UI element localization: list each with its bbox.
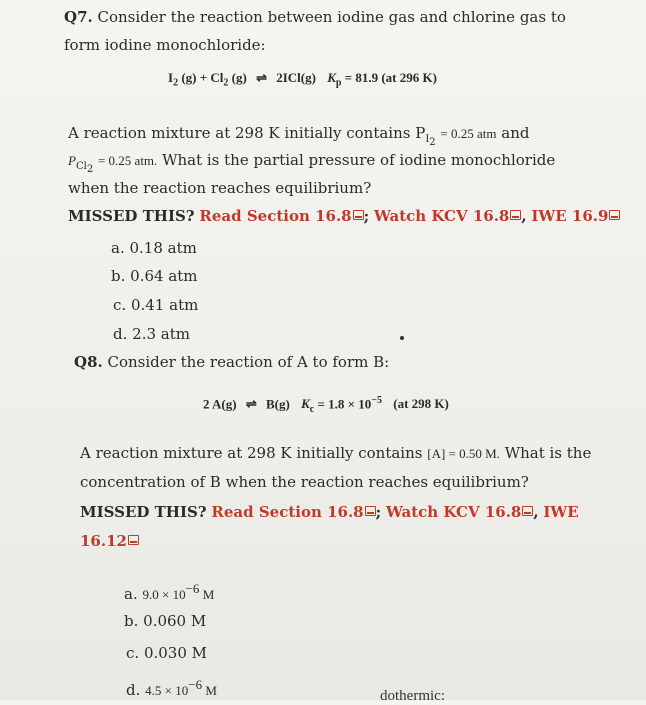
equilibrium-arrow-icon: ⇌	[256, 70, 267, 85]
q8-option-a[interactable]: a. $9.0 \times 10^{-6}$ M	[124, 581, 215, 603]
q8-missed-this: MISSED THIS? Read Section 16.8 ; Watch KCV 16.8 , IWE	[80, 503, 579, 521]
q8-iwe-continued	[80, 532, 139, 550]
q7-option-a[interactable]: a. 0.18 atm	[111, 239, 197, 257]
q8-option-b[interactable]: b. 0.060 M	[124, 612, 207, 630]
cutoff-text: dothermic:	[380, 688, 445, 704]
external-link-icon	[510, 210, 521, 220]
external-link-icon	[365, 506, 376, 516]
q7-missed-this: MISSED THIS? Read Section 16.8 ; Watch KCV 16.8 , IWE 16.9	[68, 207, 620, 225]
external-link-icon	[128, 535, 139, 545]
read-section-link[interactable]: Read Section 16.8	[199, 207, 352, 225]
q7-body-line1: A reaction mixture at 298 K initially contains $P_{I_2} = 0.25$ atm and	[68, 124, 530, 148]
q7-option-b[interactable]: b. 0.64 atm	[111, 267, 198, 285]
iwe-link[interactable]: IWE 16.9	[531, 207, 609, 225]
external-link-icon	[522, 506, 533, 516]
equilibrium-arrow-icon: ⇌	[245, 396, 257, 412]
q7-label: Q7.	[64, 8, 93, 26]
watch-kcv-link[interactable]: Watch KCV 16.8	[385, 503, 522, 521]
q7-reaction-equation: $I_2$ $(g) + Cl_2$ (g) ⇌ 2ICl(g) $K_p = 81.9$ (at 296 K)	[168, 70, 437, 89]
q7-body-line2: $P_{Cl_2} = 0.25$ atm. What is the partial pressure of iodine monochloride	[68, 151, 556, 175]
q8-body-line1: A reaction mixture at 298 K initially contains [A] = 0.50 M. What is the	[80, 444, 592, 462]
iwe-link[interactable]: IWE	[543, 503, 579, 521]
q7-prompt-line1: Q7. Consider the reaction between iodine gas and chlorine gas to	[64, 8, 566, 26]
read-section-link[interactable]: Read Section 16.8	[211, 503, 364, 521]
stray-dot	[400, 336, 404, 340]
q8-option-d[interactable]: d. $4.5 \times 10^{-6}$ M	[126, 677, 217, 699]
q7-option-c[interactable]: c. 0.41 atm	[113, 296, 199, 314]
q7-body-line3: when the reaction reaches equilibrium?	[68, 179, 372, 197]
q7-prompt-line2: form iodine monochloride:	[64, 36, 266, 54]
q8-body-line2: concentration of B when the reaction reaches equilibrium?	[80, 473, 529, 491]
q8-prompt: Q8. Consider the reaction of A to form B:	[74, 353, 390, 371]
q7-option-d[interactable]: d. 2.3 atm	[113, 325, 190, 343]
q8-option-c[interactable]: c. 0.030 M	[126, 644, 208, 662]
q8-reaction-equation: 2 A(g) ⇌ B(g) $K_c = 1.8 \times 10^{-5}$ (at 298 K)	[203, 395, 449, 415]
external-link-icon	[353, 210, 364, 220]
watch-kcv-link[interactable]: Watch KCV 16.8	[373, 207, 510, 225]
external-link-icon	[609, 210, 620, 220]
q8-label: Q8.	[74, 353, 103, 371]
iwe-link[interactable]: 16.12	[80, 532, 127, 550]
